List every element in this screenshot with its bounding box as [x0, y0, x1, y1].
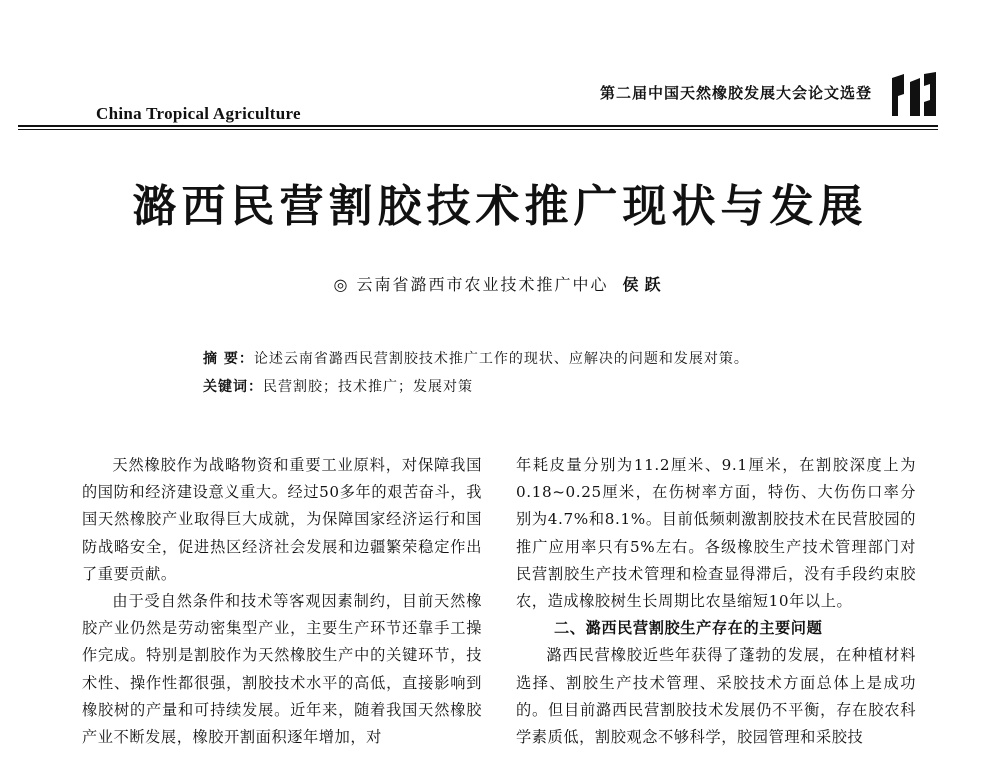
body-column-left [82, 452, 482, 751]
keywords [203, 376, 903, 396]
paragraph: 潞西民营橡胶近些年获得了蓬勃的发展，在种植材料选择、割胶生产技术管理、采胶技术方面总体上是成功的。但目前潞西民营割胶技术发展仍不平衡，存在胶农科学素质低，割胶观念不够科学，胶园管理和采胶技 [516, 646, 916, 747]
author-line [0, 272, 1000, 295]
body-column-right [516, 452, 916, 751]
section-heading: 二、潞西民营割胶生产存在的主要问题 [554, 619, 823, 638]
header-rule-thin [18, 129, 938, 130]
article-title: 潞西民营割胶技术推广现状与发展 [132, 181, 868, 232]
abstract-text: 论述云南省潞西民营割胶技术推广工作的现状、应解决的问题和发展对策。 [253, 351, 749, 367]
paragraph: 由于受自然条件和技术等客观因素制约，目前天然橡胶产业仍然是劳动密集型产业，主要生产环节还靠手工操作完成。特别是割胶作为天然橡胶生产中的关键环节，技术性、操作性都很强，割胶技术水平的高低，直接影响到橡胶树的产量和可持续发展。近年来，随着我国天然橡胶产业不断发展，橡胶开割面积逐年增加，对 [82, 592, 482, 747]
header-rule [18, 125, 938, 127]
affiliation: ◎ 云南省潞西市农业技术推广中心 [333, 275, 609, 294]
author-name: 侯跃 [622, 275, 667, 294]
paragraph: 天然橡胶作为战略物资和重要工业原料，对保障我国的国防和经济建设意义重大。经过50多年的艰苦奋斗，我国天然橡胶产业取得巨大成就，为保障国家经济运行和国防战略安全，促进热区经济社会发展和边疆繁荣稳定作出了重要贡献。 [82, 456, 482, 583]
abstract-label: 摘 要： [203, 351, 254, 367]
series-title: 第二届中国天然橡胶发展大会论文选登 [599, 84, 872, 102]
keywords-label: 关键词： [203, 379, 263, 395]
journal-logo-icon [890, 72, 938, 118]
journal-name: China Tropical Agriculture [96, 104, 301, 123]
paragraph: 年耗皮量分别为11.2厘米、9.1厘米，在割胶深度上为0.18~0.25厘米，在伤树率方面，特伤、大伤伤口率分别为4.7%和8.1%。目前低频刺激割胶技术在民营胶园的推广应用率只有5%左右。各级橡胶生产技术管理部门对民营割胶生产技术管理和检查显得滞后，没有手段约束胶农，造成橡胶树生长周期比农垦缩短10年以上。 [516, 456, 916, 611]
abstract [203, 348, 903, 368]
keywords-text: 民营割胶；技术推广；发展对策 [263, 379, 473, 395]
